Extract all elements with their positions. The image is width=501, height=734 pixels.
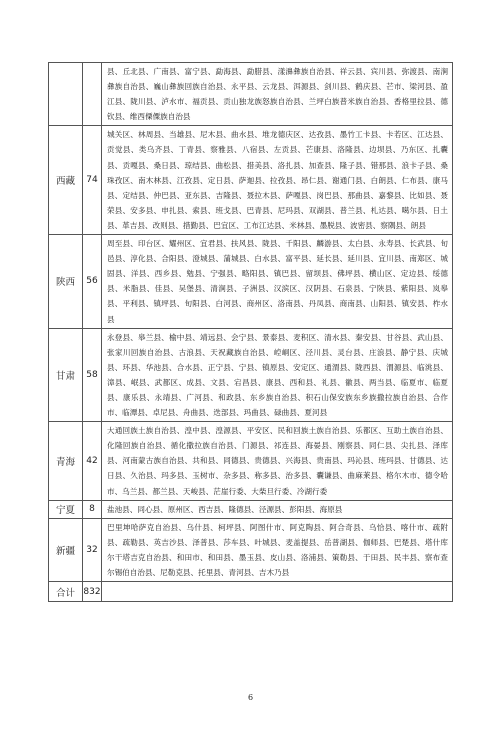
table-body <box>49 63 453 602</box>
table-row <box>49 63 453 126</box>
province-cell: 宁夏 <box>49 500 83 518</box>
count-cell: 56 <box>83 235 102 329</box>
counties-cell: 县、丘北县、广南县、富宁县、勐海县、勐腊县、漾濞彝族自治县、祥云县、宾川县、弥渡县、南涧彝族自治县、巍山彝族回族自治县、永平县、云龙县、洱源县、剑川县、鹤庆县、芒市、梁河县、盈江县、陇川县、泸水市、福贡县、贡山独龙族怒族自治县、兰坪白族普米族自治县、香格里拉县、德钦县、维西傈僳族自治县 <box>102 63 453 126</box>
province-cell: 西藏 <box>49 126 83 235</box>
table-row <box>49 126 453 235</box>
count-cell: 32 <box>83 518 102 581</box>
counties-cell: 大通回族土族自治县、湟中县、湟源县、平安区、民和回族土族自治县、乐都区、互助土族自治县、化隆回族自治县、循化撒拉族自治县、门源县、祁连县、海晏县、刚察县、同仁县、尖扎县、泽库县、河南蒙古族自治县、共和县、同德县、贵德县、兴海县、贵南县、玛沁县、班玛县、甘德县、达日县、久治县、玛多县、玉树市、杂多县、称多县、治多县、囊谦县、曲麻莱县、格尔木市、德令哈市、乌兰县、都兰县、天峻县、茫崖行委、大柴旦行委、冷湖行委 <box>102 422 453 500</box>
count-cell: 58 <box>83 328 102 422</box>
count-cell: 8 <box>83 500 102 518</box>
total-row <box>49 582 453 602</box>
count-cell <box>83 63 102 126</box>
county-list-table <box>48 62 453 602</box>
count-cell: 42 <box>83 422 102 500</box>
province-cell <box>49 63 83 126</box>
counties-cell: 城关区、林周县、当雄县、尼木县、曲水县、堆龙德庆区、达孜县、墨竹工卡县、卡若区、江达县、贡觉县、类乌齐县、丁青县、察雅县、八宿县、左贡县、芒康县、洛隆县、边坝县、乃东区、扎囊县、贡嘎县、桑日县、琼结县、曲松县、措美县、洛扎县、加查县、隆子县、错那县、浪卡子县、桑珠孜区、南木林县、江孜县、定日县、萨迦县、拉孜县、昂仁县、谢通门县、白朗县、仁布县、康马县、定结县、仲巴县、亚东县、吉隆县、聂拉木县、萨嘎县、岗巴县、那曲县、嘉黎县、比如县、聂荣县、安多县、申扎县、索县、班戈县、巴青县、尼玛县、双湖县、普兰县、札达县、噶尔县、日土县、革吉县、改则县、措勤县、巴宜区、工布江达县、米林县、墨脱县、波密县、察隅县、朗县 <box>102 126 453 235</box>
table-row <box>49 235 453 329</box>
table-row <box>49 422 453 500</box>
counties-cell: 巴里坤哈萨克自治县、乌什县、柯坪县、阿图什市、阿克陶县、阿合奇县、乌恰县、喀什市、疏附县、疏勒县、英吉沙县、泽普县、莎车县、叶城县、麦盖提县、岳普湖县、伽师县、巴楚县、塔什库尔干塔吉克自治县、和田市、和田县、墨玉县、皮山县、洛浦县、策勒县、于田县、民丰县、察布查尔锡伯自治县、尼勒克县、托里县、青河县、吉木乃县 <box>102 518 453 581</box>
document-page <box>48 62 453 602</box>
counties-cell: 盐池县、同心县、原州区、西吉县、隆德县、泾源县、彭阳县、海原县 <box>102 500 453 518</box>
table-row <box>49 328 453 422</box>
province-cell: 青海 <box>49 422 83 500</box>
province-cell: 甘肃 <box>49 328 83 422</box>
count-cell: 74 <box>83 126 102 235</box>
counties-cell: 永登县、皋兰县、榆中县、靖远县、会宁县、景泰县、麦积区、清水县、秦安县、甘谷县、武山县、张家川回族自治县、古浪县、天祝藏族自治县、崆峒区、泾川县、灵台县、庄浪县、静宁县、庆城县、环县、华池县、合水县、正宁县、宁县、镇原县、安定区、通渭县、陇西县、渭源县、临洮县、漳县、岷县、武都区、成县、文县、宕昌县、康县、西和县、礼县、徽县、两当县、临夏市、临夏县、康乐县、永靖县、广河县、和政县、东乡族自治县、积石山保安族东乡族撒拉族自治县、合作市、临潭县、卓尼县、舟曲县、迭部县、玛曲县、碌曲县、夏河县 <box>102 328 453 422</box>
table-row <box>49 500 453 518</box>
total-value: 832 <box>83 582 102 602</box>
total-empty-cell <box>102 582 453 602</box>
province-cell: 新疆 <box>49 518 83 581</box>
counties-cell: 周至县、印台区、耀州区、宜君县、扶风县、陇县、千阳县、麟游县、太白县、永寿县、长武县、旬邑县、淳化县、合阳县、澄城县、蒲城县、白水县、富平县、延长县、延川县、宜川县、南郑区、城固县、洋县、西乡县、勉县、宁强县、略阳县、镇巴县、留坝县、佛坪县、横山区、定边县、绥德县、米脂县、佳县、吴堡县、清涧县、子洲县、汉滨区、汉阴县、石泉县、宁陕县、紫阳县、岚皋县、平利县、镇坪县、旬阳县、白河县、商州区、洛南县、丹凤县、商南县、山阳县、镇安县、柞水县 <box>102 235 453 329</box>
table-row <box>49 518 453 581</box>
province-cell: 陕西 <box>49 235 83 329</box>
page-number: 6 <box>247 693 254 702</box>
total-label: 合计 <box>49 582 83 602</box>
